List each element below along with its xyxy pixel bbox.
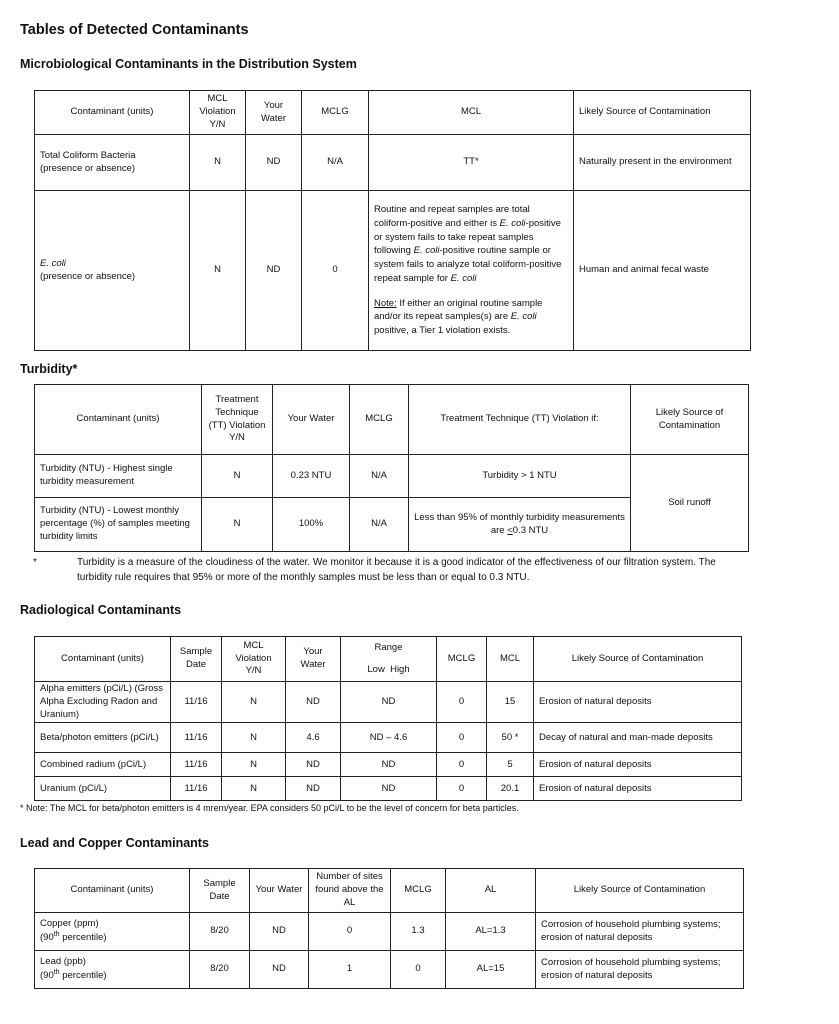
date-cell: 8/20 <box>190 951 250 989</box>
header-sites-above-al: Number of sites found above the AL <box>309 869 391 913</box>
your-water-cell: 100% <box>273 498 350 552</box>
micro-table <box>34 90 751 351</box>
range-cell: ND – 4.6 <box>341 723 437 753</box>
violation-cell: N <box>222 723 286 753</box>
header-mclg: MCLG <box>350 385 409 455</box>
mcl-cell: 5 <box>487 753 534 777</box>
header-contaminant: Contaminant (units) <box>35 385 202 455</box>
date-cell: 11/16 <box>171 682 222 723</box>
tt-cell: Less than 95% of monthly turbidity measurements are <0.3 NTU <box>409 498 631 552</box>
range-sublabel: Low High <box>367 663 410 675</box>
radio-table <box>34 636 742 801</box>
header-contaminant: Contaminant (units) <box>35 91 190 135</box>
contaminant-cell <box>35 135 190 191</box>
source-cell: Erosion of natural deposits <box>534 682 742 723</box>
contaminant-cell: Alpha emitters (pCi/L) (Gross Alpha Excluding Radon and Uranium) <box>35 682 171 723</box>
header-contaminant: Contaminant (units) <box>35 869 190 913</box>
lead-heading: Lead and Copper Contaminants <box>20 836 209 850</box>
contaminant-name: Copper (ppm) <box>40 917 99 929</box>
lead-header-row <box>35 869 744 913</box>
contaminant-cell: Uranium (pCi/L) <box>35 777 171 801</box>
header-mclg: MCLG <box>391 869 446 913</box>
header-contaminant: Contaminant (units) <box>35 637 171 682</box>
contaminant-cell: Turbidity (NTU) - Lowest monthly percentage (%) of samples meeting turbidity limits <box>35 498 202 552</box>
contaminant-units: (presence or absence) <box>40 270 136 282</box>
sites-cell: 0 <box>309 913 391 951</box>
header-mcl-violation: MCL Violation Y/N <box>222 637 286 682</box>
source-cell: Corrosion of household plumbing systems; erosion of natural deposits <box>536 951 744 989</box>
contaminant-cell <box>35 951 190 989</box>
source-cell: Corrosion of household plumbing systems; erosion of natural deposits <box>536 913 744 951</box>
violation-cell: N <box>222 777 286 801</box>
header-source: Likely Source of Contamination <box>631 385 749 455</box>
table-row <box>35 135 751 191</box>
lead-table <box>34 868 744 989</box>
mcl-note: Note: If either an original routine sample and/or its repeat samples(s) are E. coli positive, a Tier 1 violation exists. <box>374 297 543 337</box>
header-mcl: MCL <box>369 91 574 135</box>
turbidity-header-row <box>35 385 749 455</box>
radio-note: * Note: The MCL for beta/photon emitters is 4 mrem/year. EPA considers 50 pCi/L to be the level of concern for beta particles. <box>20 803 519 813</box>
contaminant-units: (presence or absence) <box>40 162 136 174</box>
your-water-cell: ND <box>286 682 341 723</box>
your-water-cell: ND <box>286 777 341 801</box>
contaminant-cell: Turbidity (NTU) - Highest single turbidity measurement <box>35 455 202 498</box>
violation-cell: N <box>202 455 273 498</box>
contaminant-cell <box>35 913 190 951</box>
your-water-cell: 4.6 <box>286 723 341 753</box>
date-cell: 8/20 <box>190 913 250 951</box>
header-mclg: MCLG <box>302 91 369 135</box>
mcl-cell: 15 <box>487 682 534 723</box>
violation-cell: N <box>222 753 286 777</box>
table-row <box>35 913 744 951</box>
contaminant-percentile: (90th percentile) <box>40 931 107 944</box>
mcl-cell: 50 * <box>487 723 534 753</box>
violation-cell: N <box>202 498 273 552</box>
header-your-water: Your Water <box>250 869 309 913</box>
contaminant-name: Lead (ppb) <box>40 955 86 967</box>
header-range <box>341 637 437 682</box>
contaminant-name: Total Coliform Bacteria <box>40 149 136 161</box>
date-cell: 11/16 <box>171 753 222 777</box>
table-row <box>35 777 742 801</box>
mclg-cell: 0 <box>391 951 446 989</box>
mclg-cell: 0 <box>437 682 487 723</box>
date-cell: 11/16 <box>171 777 222 801</box>
your-water-cell: 0.23 NTU <box>273 455 350 498</box>
turbidity-footnote: Turbidity is a measure of the cloudiness of the water. We monitor it because it is a good indicator of the effectiveness of our filtration system. The turbidity rule requires that 95% or more of the monthly samples must be less than or equal to 0.3 NTU. <box>77 557 716 583</box>
header-mcl: MCL <box>487 637 534 682</box>
mclg-cell: 0 <box>437 777 487 801</box>
your-water-cell: ND <box>250 913 309 951</box>
table-row <box>35 191 751 351</box>
header-tt-violation-if: Treatment Technique (TT) Violation if: <box>409 385 631 455</box>
source-cell: Naturally present in the environment <box>574 135 751 191</box>
mcl-rule-text: Routine and repeat samples are total coliform-positive and either is E. coli-positive or system fails to take repeat samples following E. coli-positive routine sample or system fails to analyze total coliform-positive repeat sample for E. coli <box>374 204 562 284</box>
mclg-cell: 0 <box>437 723 487 753</box>
table-row <box>35 682 742 723</box>
page-title: Tables of Detected Contaminants <box>20 22 249 38</box>
range-label: Range <box>374 641 403 653</box>
range-cell: ND <box>341 682 437 723</box>
header-source: Likely Source of Contamination <box>534 637 742 682</box>
turbidity-heading: Turbidity* <box>20 362 78 376</box>
mcl-cell: 20.1 <box>487 777 534 801</box>
micro-header-row <box>35 91 751 135</box>
tt-cell: Turbidity > 1 NTU <box>409 455 631 498</box>
mclg-cell: 0 <box>302 191 369 351</box>
contaminant-cell: Combined radium (pCi/L) <box>35 753 171 777</box>
header-your-water: Your Water <box>286 637 341 682</box>
range-cell: ND <box>341 777 437 801</box>
source-cell: Human and animal fecal waste <box>574 191 751 351</box>
mcl-cell: TT* <box>369 135 574 191</box>
table-row <box>35 753 742 777</box>
mcl-cell <box>369 191 574 351</box>
header-mclg: MCLG <box>437 637 487 682</box>
mclg-cell: N/A <box>350 498 409 552</box>
header-your-water: Your Water <box>273 385 350 455</box>
turbidity-table <box>34 384 749 552</box>
your-water-cell: ND <box>286 753 341 777</box>
radio-heading: Radiological Contaminants <box>20 603 182 617</box>
your-water-cell: ND <box>246 191 302 351</box>
range-cell: ND <box>341 753 437 777</box>
al-cell: AL=1.3 <box>446 913 536 951</box>
header-source: Likely Source of Contamination <box>536 869 744 913</box>
header-source: Likely Source of Contamination <box>574 91 751 135</box>
header-al: AL <box>446 869 536 913</box>
micro-heading: Microbiological Contaminants in the Distribution System <box>20 57 357 71</box>
violation-cell: N <box>190 135 246 191</box>
table-row <box>35 723 742 753</box>
table-row <box>35 455 749 498</box>
header-mcl-violation: MCL Violation Y/N <box>190 91 246 135</box>
source-cell: Decay of natural and man-made deposits <box>534 723 742 753</box>
date-cell: 11/16 <box>171 723 222 753</box>
header-sample-date: Sample Date <box>190 869 250 913</box>
contaminant-cell: Beta/photon emitters (pCi/L) <box>35 723 171 753</box>
mclg-cell: N/A <box>350 455 409 498</box>
header-your-water: Your Water <box>246 91 302 135</box>
radio-header-row <box>35 637 742 682</box>
header-sample-date: Sample Date <box>171 637 222 682</box>
mclg-cell: 0 <box>437 753 487 777</box>
table-row <box>35 951 744 989</box>
your-water-cell: ND <box>250 951 309 989</box>
sites-cell: 1 <box>309 951 391 989</box>
your-water-cell: ND <box>246 135 302 191</box>
contaminant-name: E. coli <box>40 257 66 269</box>
header-tt-violation: Treatment Technique (TT) Violation Y/N <box>202 385 273 455</box>
turbidity-footnote-star: * <box>33 557 37 568</box>
source-cell: Erosion of natural deposits <box>534 777 742 801</box>
contaminant-cell <box>35 191 190 351</box>
contaminant-percentile: (90th percentile) <box>40 969 107 982</box>
al-cell: AL=15 <box>446 951 536 989</box>
mclg-cell: N/A <box>302 135 369 191</box>
violation-cell: N <box>222 682 286 723</box>
source-cell: Erosion of natural deposits <box>534 753 742 777</box>
source-cell: Soil runoff <box>631 455 749 552</box>
violation-cell: N <box>190 191 246 351</box>
mclg-cell: 1.3 <box>391 913 446 951</box>
